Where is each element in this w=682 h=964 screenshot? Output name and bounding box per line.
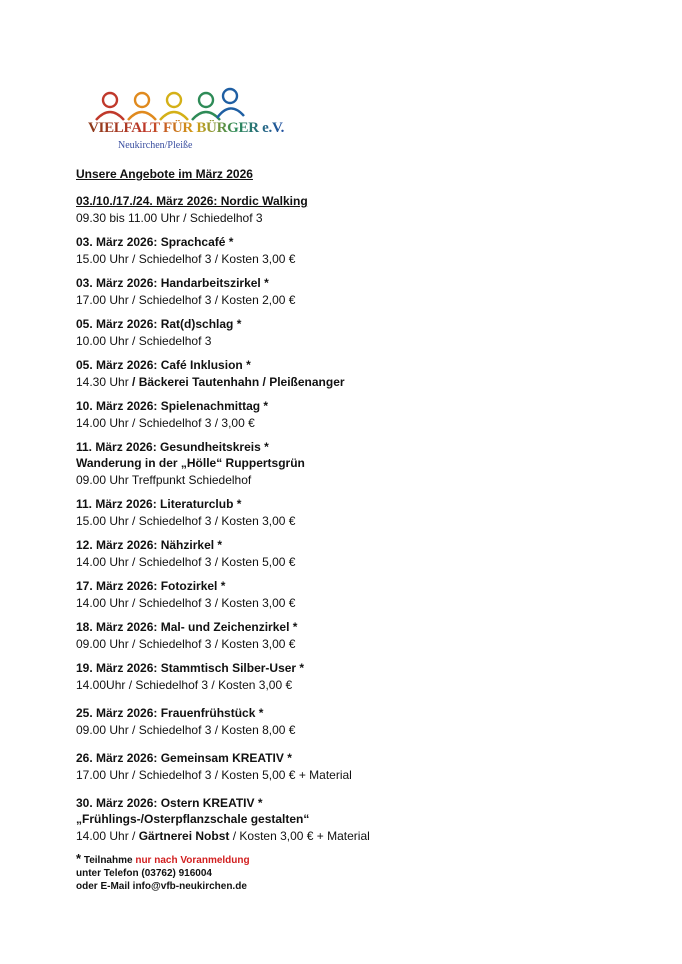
event-detail: 09.00 Uhr / Schiedelhof 3 / Kosten 8,00 € bbox=[76, 723, 296, 737]
contact-email: oder E-Mail info@vfb-neukirchen.de bbox=[76, 881, 247, 892]
event-detail: 15.00 Uhr / Schiedelhof 3 / Kosten 3,00 € bbox=[76, 252, 296, 266]
event-gemeinsam-kreativ bbox=[76, 750, 636, 784]
event-detail: 15.00 Uhr / Schiedelhof 3 / Kosten 3,00 € bbox=[76, 514, 296, 528]
event-gesundheitskreis bbox=[76, 439, 636, 489]
contact-phone: unter Telefon (03762) 916004 bbox=[76, 868, 212, 879]
event-fotozirkel bbox=[76, 578, 636, 612]
event-detail: 14.00 Uhr / Schiedelhof 3 / 3,00 € bbox=[76, 416, 255, 430]
event-title: 17. März 2026: Fotozirkel * bbox=[76, 579, 226, 593]
event-mal-zeichenzirkel bbox=[76, 619, 636, 653]
event-title: 05. März 2026: Café Inklusion * bbox=[76, 358, 251, 372]
event-title: 03. März 2026: Sprachcafé * bbox=[76, 235, 234, 249]
event-detail: 14.00Uhr / Schiedelhof 3 / Kosten 3,00 € bbox=[76, 678, 293, 692]
event-subtitle: Wanderung in der „Hölle“ Ruppertsgrün bbox=[76, 456, 305, 470]
logo-figures-icon bbox=[80, 86, 252, 122]
event-detail: 17.00 Uhr / Schiedelhof 3 / Kosten 5,00 € + Material bbox=[76, 768, 352, 782]
registration-prefix: Teilnahme bbox=[81, 855, 136, 866]
event-spielenachmittag bbox=[76, 398, 636, 432]
logo bbox=[80, 86, 285, 156]
event-time: 14.00 Uhr / bbox=[76, 829, 139, 843]
event-detail: 14.00 Uhr / Schiedelhof 3 / Kosten 5,00 € bbox=[76, 555, 296, 569]
event-naehzirkel bbox=[76, 537, 636, 571]
event-handarbeitszirkel bbox=[76, 275, 636, 309]
event-literaturclub bbox=[76, 496, 636, 530]
event-frauenfruehstueck bbox=[76, 705, 636, 739]
event-title: 30. März 2026: Ostern KREATIV * bbox=[76, 796, 263, 810]
event-detail: 14.00 Uhr / Schiedelhof 3 / Kosten 3,00 € bbox=[76, 596, 296, 610]
asterisk: * bbox=[76, 851, 82, 866]
registration-note bbox=[76, 852, 636, 893]
event-cost: / Kosten 3,00 € + Material bbox=[229, 829, 370, 843]
event-title: 18. März 2026: Mal- und Zeichenzirkel * bbox=[76, 620, 298, 634]
event-title: 19. März 2026: Stammtisch Silber-User * bbox=[76, 661, 305, 675]
event-detail bbox=[76, 827, 636, 845]
event-detail bbox=[76, 373, 636, 391]
event-title: 12. März 2026: Nähzirkel * bbox=[76, 538, 223, 552]
event-detail: 09.30 bis 11.00 Uhr / Schiedelhof 3 bbox=[76, 211, 263, 225]
event-nordic-walking bbox=[76, 193, 636, 227]
event-title: 11. März 2026: Gesundheitskreis * bbox=[76, 440, 269, 454]
event-detail: 17.00 Uhr / Schiedelhof 3 / Kosten 2,00 € bbox=[76, 293, 296, 307]
event-title: 03. März 2026: Handarbeitszirkel * bbox=[76, 276, 269, 290]
registration-line bbox=[76, 852, 636, 867]
event-title: 10. März 2026: Spielenachmittag * bbox=[76, 399, 269, 413]
registration-highlight: nur nach Voranmeldung bbox=[135, 855, 250, 866]
event-title: 25. März 2026: Frauenfrühstück * bbox=[76, 706, 264, 720]
event-location: Gärtnerei Nobst bbox=[138, 829, 230, 843]
event-title: 26. März 2026: Gemeinsam KREATIV * bbox=[76, 751, 292, 765]
event-stammtisch bbox=[76, 660, 636, 694]
event-subtitle: „Frühlings-/Osterpflanzschale gestalten“ bbox=[76, 812, 310, 826]
event-sprachcafe bbox=[76, 234, 636, 268]
logo-name: VIELFALT FÜR BÜRGER e.V. bbox=[88, 120, 285, 136]
event-location: / Bäckerei Tautenhahn / Pleißenanger bbox=[128, 375, 345, 389]
logo-location: Neukirchen/Pleiße bbox=[118, 140, 193, 151]
event-detail: 09.00 Uhr Treffpunkt Schiedelhof bbox=[76, 473, 252, 487]
offer-list bbox=[76, 167, 636, 893]
event-detail: 09.00 Uhr / Schiedelhof 3 / Kosten 3,00 € bbox=[76, 637, 296, 651]
event-title: 03./10./17./24. März 2026: Nordic Walking bbox=[76, 194, 308, 208]
event-ratdschlag bbox=[76, 316, 636, 350]
event-time: 14.30 Uhr bbox=[76, 375, 129, 389]
event-title: 05. März 2026: Rat(d)schlag * bbox=[76, 317, 242, 331]
event-cafe-inklusion bbox=[76, 357, 636, 391]
page-title: Unsere Angebote im März 2026 bbox=[76, 167, 253, 181]
event-detail: 10.00 Uhr / Schiedelhof 3 bbox=[76, 334, 212, 348]
event-ostern-kreativ bbox=[76, 795, 636, 845]
event-title: 11. März 2026: Literaturclub * bbox=[76, 497, 242, 511]
